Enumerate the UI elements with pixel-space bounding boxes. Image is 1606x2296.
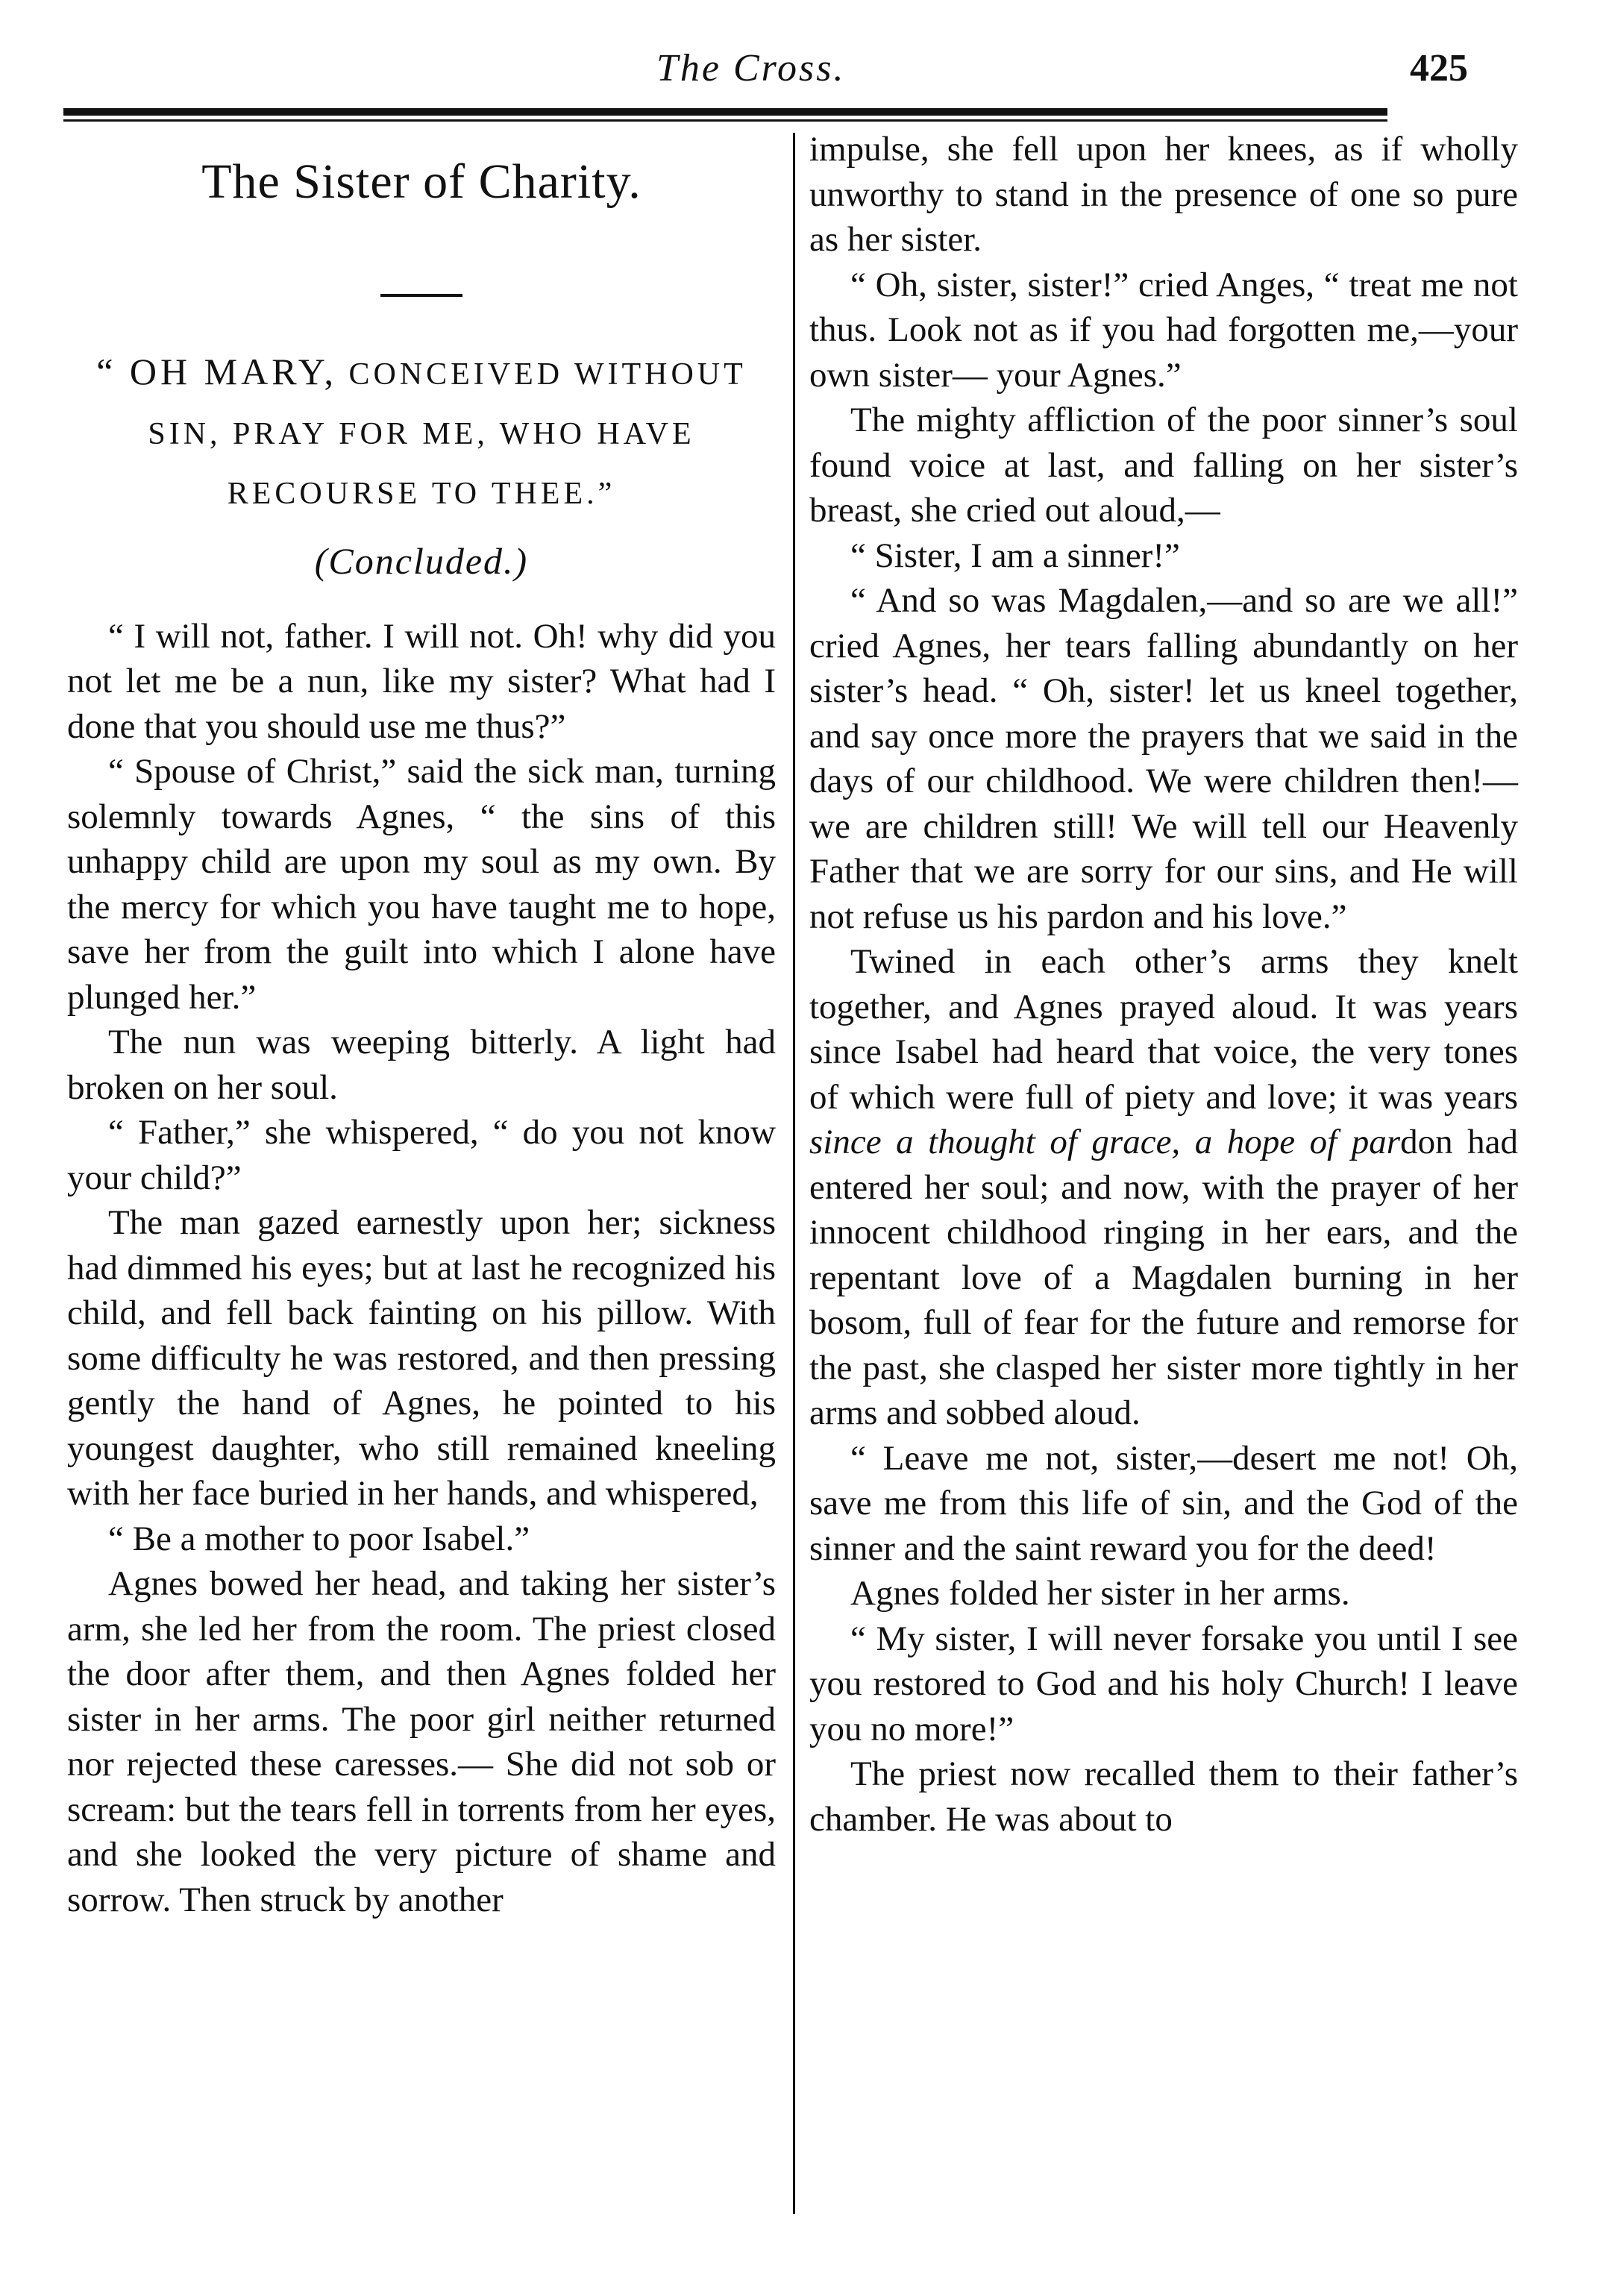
italic-text-run: since a thought of grace, a hope of par: [809, 1123, 1401, 1161]
paragraph: “ My sister, I will never forsake you until I see you restored to God and his holy Church! I leave you no more!”: [809, 1619, 1518, 1748]
article-title: The Sister of Charity.: [201, 154, 642, 209]
paragraph-twined: [809, 939, 1518, 1436]
text-run: Twined in each other’s arms they knelt together, and Agnes prayed aloud. It was years since Isabel had heard that voice, the very tones of which were full of piety and love; it was years: [809, 942, 1518, 1117]
paragraph: “ I will not, father. I will not. Oh! why did you not let me be a nun, like my sister? What had I done that you should use me thus?”: [67, 616, 776, 746]
paragraph: The mighty affliction of the poor sinner’s soul found voice at last, and falling on her sister’s breast, she cried out aloud,—: [809, 401, 1518, 530]
header-rule-thin: [63, 119, 1387, 122]
right-column: [809, 127, 1518, 1842]
paragraph: “ Father,” she whispered, “ do you not know your child?”: [67, 1113, 776, 1197]
header-rule: [63, 108, 1387, 116]
paragraph: “ Spouse of Christ,” said the sick man, turning solemnly towards Agnes, “ the sins of this unhappy child are upon my soul as my own. By the mercy for which you have taught me to hope, save her from the guilt into which I alone have plunged her.”: [67, 752, 776, 1017]
concluded-note: (Concluded.): [314, 540, 529, 582]
column-divider: [793, 133, 795, 2214]
paragraph: “ Oh, sister, sister!” cried Anges, “ treat me not thus. Look not as if you had forgotten me,—your own sister— your Agnes.”: [809, 265, 1518, 395]
paragraph: Agnes bowed her head, and taking her sister’s arm, she led her from the room. The priest closed the door after them, and then Agnes folded her sister in her arms. The poor girl neither returned nor rejected these caresses.— She did not sob or scream: but the tears fell in torrents from her eyes, and she looked the very picture of shame and sorrow. Then struck by another: [67, 1564, 776, 1919]
page-number: 425: [1410, 47, 1468, 90]
left-column: [67, 136, 776, 1922]
text-run: don had entered her soul; and now, with the prayer of her innocent childhood ringing in her ears, and the repentant love of a Magdalen burning in her bosom, full of fear for the future and remorse for the past, she clasped her sister more tightly in her arms and sobbed aloud.: [809, 1123, 1518, 1432]
paragraph: “ Be a mother to poor Isabel.”: [108, 1519, 530, 1558]
running-title: The Cross.: [656, 47, 846, 90]
paragraph: The nun was weeping bitterly. A light had broken on her soul.: [67, 1023, 776, 1107]
paragraph: “ And so was Magdalen,—and so are we all!” cried Agnes, her tears falling abundantly on her sister’s head. “ Oh, sister! let us kneel together, and say once more the prayers that we said in the days of our childhood. We were children then!—we are children still! We will tell our Heavenly Father that we are sorry for our sins, and He will not refuse us his pardon and his love.”: [809, 581, 1518, 936]
paragraph: “ Sister, I am a sinner!”: [850, 536, 1180, 575]
invocation: [67, 342, 776, 524]
invocation-opening: “ OH MARY,: [96, 351, 337, 392]
invocation-text: CONCEIVED WITHOUT SIN, PRAY FOR ME, WHO HAVE RECOURSE TO THEE.”: [148, 357, 747, 511]
paragraph: The man gazed earnestly upon her; sickness had dimmed his eyes; but at last he recognized his child, and fell back fainting on his pillow. With some difficulty he was restored, and then pressing gently the hand of Agnes, he pointed to his youngest daughter, who still remained kneeling with her face buried in her hands, and whispered,: [67, 1203, 776, 1513]
paragraph: Agnes folded her sister in her arms.: [850, 1574, 1350, 1613]
paragraph: The priest now recalled them to their father’s chamber. He was about to: [809, 1754, 1518, 1839]
paragraph: “ Leave me not, sister,—desert me not! Oh, save me from this life of sin, and the God of the sinner and the saint reward you for the deed!: [809, 1438, 1518, 1568]
title-divider: [380, 294, 462, 297]
paragraph-continuation: impulse, she fell upon her knees, as if wholly unworthy to stand in the presence of one so pure as her sister.: [809, 130, 1518, 259]
